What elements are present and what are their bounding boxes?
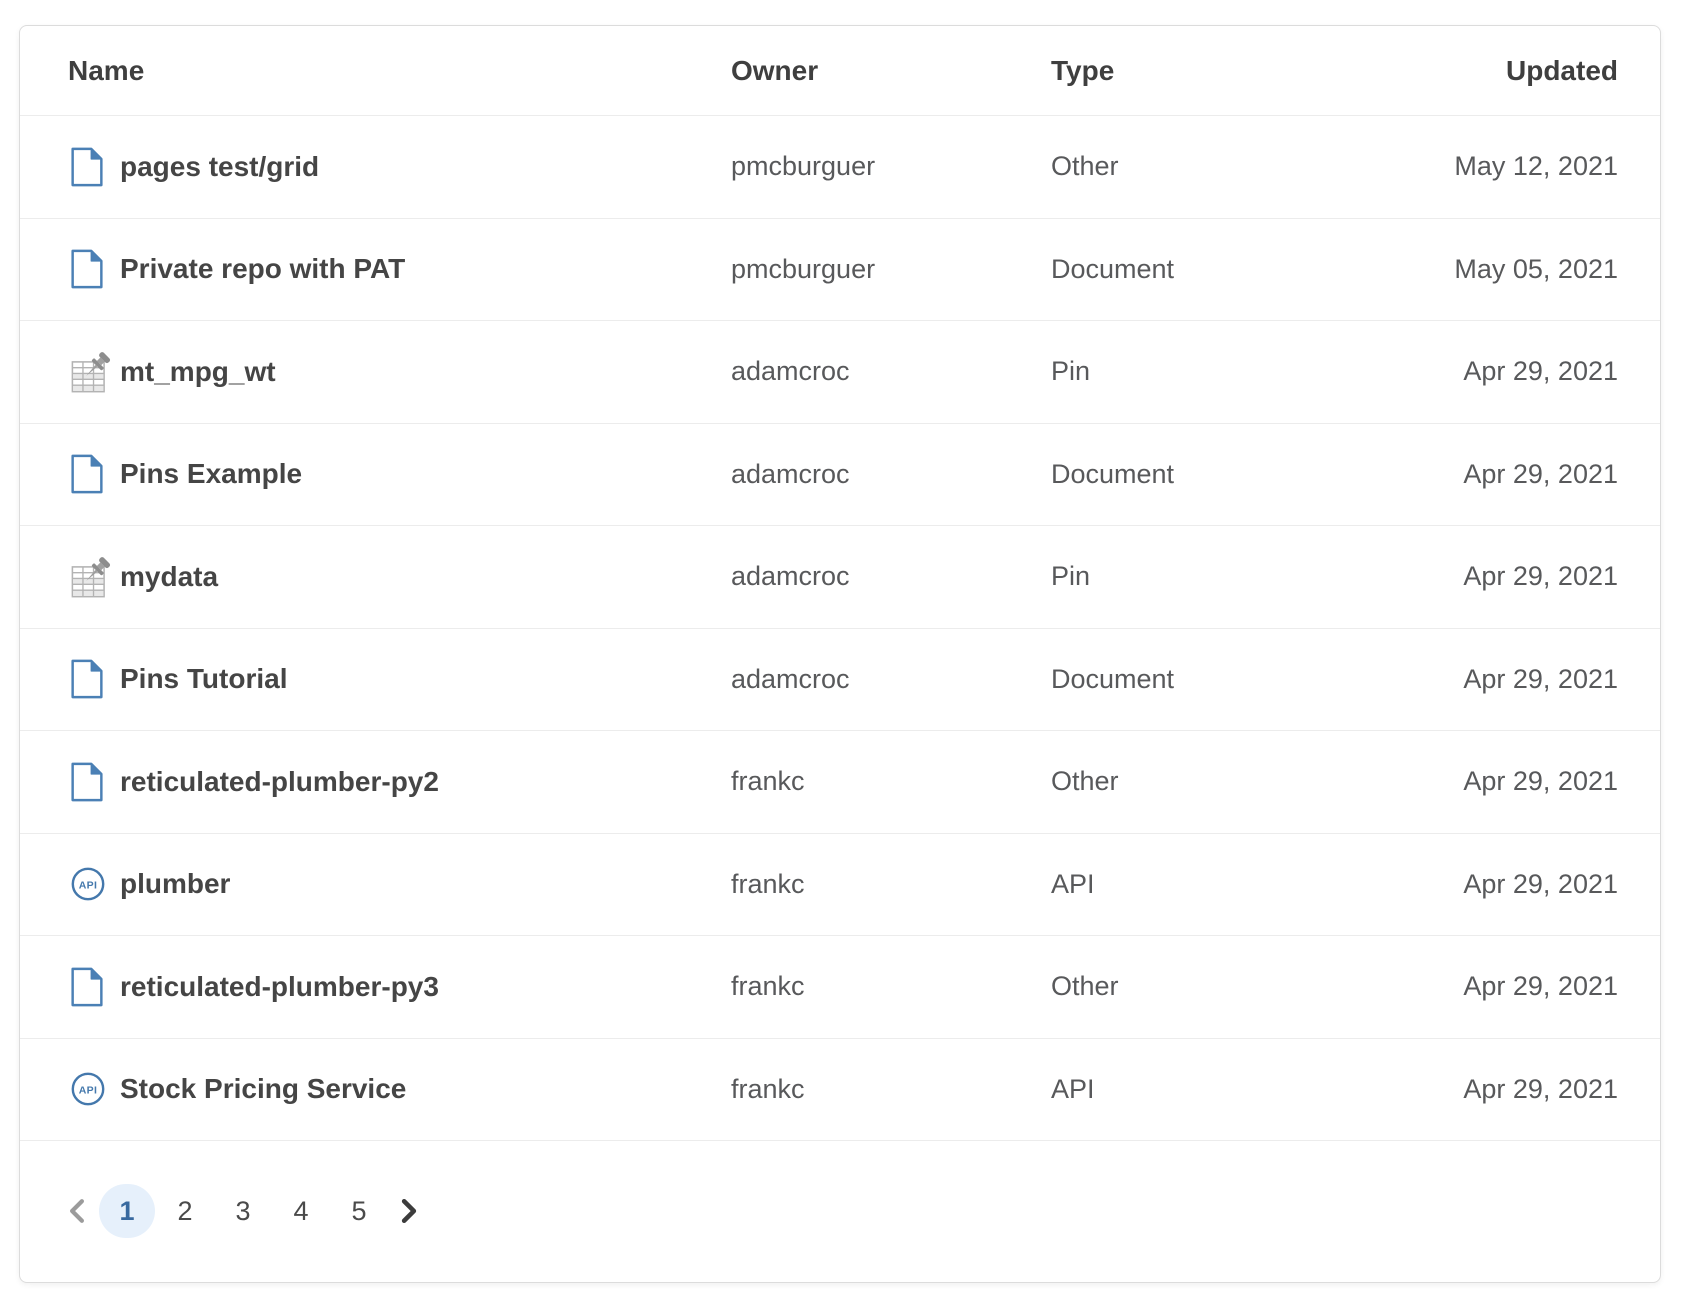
updated-cell: Apr 29, 2021 (1463, 971, 1618, 1002)
column-header-type[interactable]: Type (1051, 54, 1115, 86)
updated-cell: Apr 29, 2021 (1463, 868, 1618, 899)
page-button-3[interactable]: 3 (215, 1184, 271, 1238)
owner-cell: frankc (731, 971, 805, 1002)
content-name: Pins Tutorial (120, 663, 288, 695)
updated-cell: Apr 29, 2021 (1463, 356, 1618, 387)
name-cell (68, 248, 731, 290)
chevron-right-icon (399, 1198, 419, 1224)
table-header (20, 26, 1660, 116)
type-cell: Other (1051, 971, 1119, 1002)
owner-cell: frankc (731, 766, 805, 797)
api-icon (68, 866, 118, 902)
owner-cell: adamcroc (731, 458, 850, 489)
table-row[interactable] (20, 936, 1660, 1039)
content-name: pages test/grid (120, 150, 320, 182)
owner-cell: adamcroc (731, 356, 850, 387)
type-cell: API (1051, 868, 1095, 899)
updated-cell: Apr 29, 2021 (1463, 766, 1618, 797)
page-button-4[interactable]: 4 (273, 1184, 329, 1238)
name-cell (68, 553, 731, 600)
table-body (20, 116, 1660, 1141)
name-cell (68, 761, 731, 803)
document-icon (68, 966, 118, 1008)
content-name: mt_mpg_wt (120, 355, 276, 387)
previous-page-button[interactable] (57, 1184, 97, 1238)
table-row[interactable] (20, 116, 1660, 219)
page-button-2[interactable]: 2 (157, 1184, 213, 1238)
table-row[interactable] (20, 526, 1660, 629)
content-name: mydata (120, 560, 219, 592)
type-cell: Document (1051, 253, 1175, 284)
content-name: reticulated-plumber-py3 (120, 970, 439, 1002)
content-list-card (19, 25, 1661, 1283)
document-icon (68, 146, 118, 188)
content-name: Stock Pricing Service (120, 1073, 407, 1105)
name-cell (68, 966, 731, 1008)
name-cell (68, 1071, 731, 1107)
table-row[interactable] (20, 219, 1660, 322)
owner-cell: adamcroc (731, 663, 850, 694)
table-row[interactable] (20, 1039, 1660, 1142)
name-cell (68, 453, 731, 495)
pinned-table-icon (68, 348, 118, 395)
column-header-updated[interactable]: Updated (1506, 54, 1618, 86)
name-cell (68, 348, 731, 395)
owner-cell: frankc (731, 1073, 805, 1104)
next-page-button[interactable] (389, 1184, 429, 1238)
owner-cell: frankc (731, 868, 805, 899)
column-header-name[interactable]: Name (68, 54, 145, 86)
api-icon (68, 1071, 118, 1107)
column-header-owner[interactable]: Owner (731, 54, 819, 86)
content-name: Private repo with PAT (120, 253, 406, 285)
type-cell: Other (1051, 766, 1119, 797)
document-icon (68, 248, 118, 290)
pinned-table-icon (68, 553, 118, 600)
table-row[interactable] (20, 629, 1660, 732)
updated-cell: May 12, 2021 (1454, 151, 1618, 182)
type-cell: Document (1051, 458, 1175, 489)
updated-cell: Apr 29, 2021 (1463, 561, 1618, 592)
svg-text:API: API (78, 879, 98, 892)
name-cell (68, 658, 731, 700)
type-cell: Other (1051, 151, 1119, 182)
content-name: Pins Example (120, 458, 303, 490)
updated-cell: Apr 29, 2021 (1463, 458, 1618, 489)
table-row[interactable] (20, 731, 1660, 834)
name-cell (68, 146, 731, 188)
type-cell: Pin (1051, 561, 1091, 592)
name-cell (68, 866, 731, 902)
type-cell: API (1051, 1073, 1095, 1104)
page-buttons (98, 1184, 388, 1238)
pagination (20, 1141, 1660, 1281)
svg-text:API: API (78, 1084, 98, 1097)
table-row[interactable] (20, 321, 1660, 424)
type-cell: Document (1051, 663, 1175, 694)
document-icon (68, 453, 118, 495)
table-row[interactable] (20, 834, 1660, 937)
content-name: plumber (120, 868, 231, 900)
document-icon (68, 761, 118, 803)
updated-cell: Apr 29, 2021 (1463, 1073, 1618, 1104)
updated-cell: Apr 29, 2021 (1463, 663, 1618, 694)
page-button-5[interactable]: 5 (331, 1184, 387, 1238)
document-icon (68, 658, 118, 700)
page-button-1-current[interactable]: 1 (99, 1184, 155, 1238)
updated-cell: May 05, 2021 (1454, 253, 1618, 284)
table-row[interactable] (20, 424, 1660, 527)
owner-cell: pmcburguer (731, 253, 876, 284)
chevron-left-icon (67, 1198, 87, 1224)
owner-cell: pmcburguer (731, 151, 876, 182)
content-name: reticulated-plumber-py2 (120, 765, 439, 797)
owner-cell: adamcroc (731, 561, 850, 592)
type-cell: Pin (1051, 356, 1091, 387)
